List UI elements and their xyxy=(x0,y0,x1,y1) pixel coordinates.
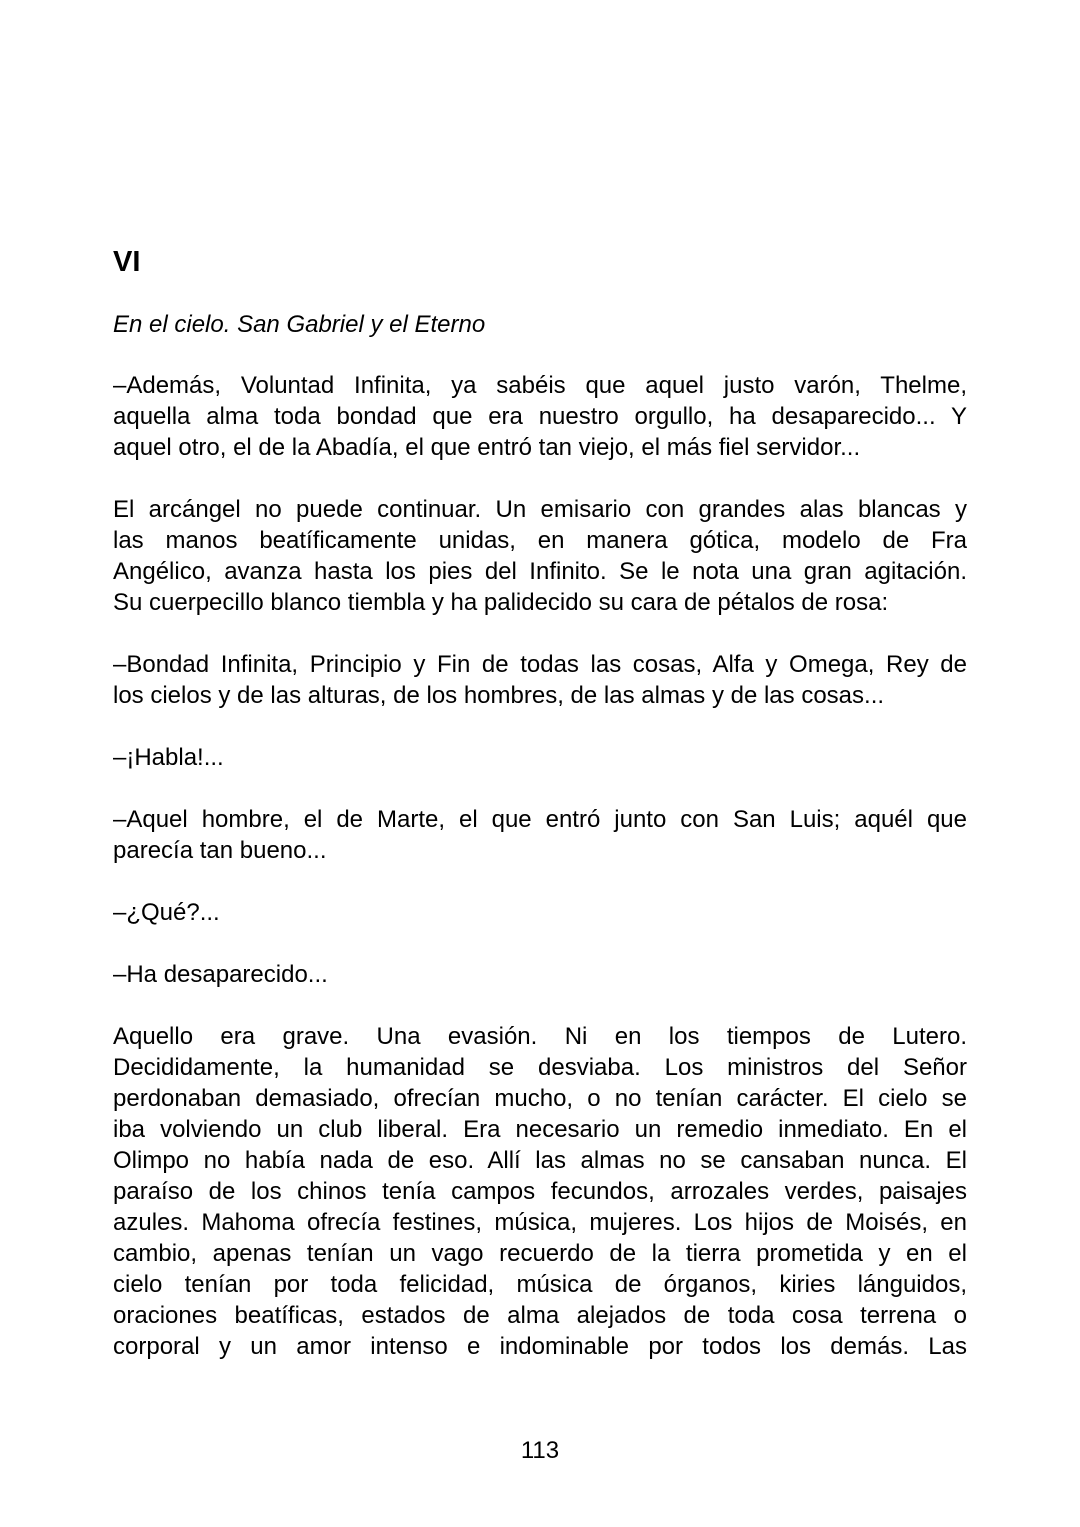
body-text xyxy=(113,370,967,1393)
text-line: cambio, apenas tenían un vago recuerdo de la tierra prometida y en el xyxy=(113,1240,967,1267)
text-line: El arcángel no puede continuar. Un emisario con grandes alas blancas y xyxy=(113,496,967,523)
text-line: iba volviendo un club liberal. Era necesario un remedio inmediato. En el xyxy=(113,1116,967,1143)
text-line: –¿Qué?... xyxy=(113,899,220,926)
text-line: azules. Mahoma ofrecía festines, música, mujeres. Los hijos de Moisés, en xyxy=(113,1209,967,1236)
text-line: –Además, Voluntad Infinita, ya sabéis que aquel justo varón, Thelme, xyxy=(113,372,967,399)
text-line: aquella alma toda bondad que era nuestro orgullo, ha desaparecido... Y xyxy=(113,403,967,430)
paragraph xyxy=(113,742,967,773)
chapter-heading: VI xyxy=(113,246,141,278)
text-line: Aquello era grave. Una evasión. Ni en los tiempos de Lutero. xyxy=(113,1023,967,1050)
paragraph xyxy=(113,1021,967,1362)
text-line: aquel otro, el de la Abadía, el que entró tan viejo, el más fiel servidor... xyxy=(113,434,861,461)
paragraph xyxy=(113,370,967,463)
text-line: –Bondad Infinita, Principio y Fin de todas las cosas, Alfa y Omega, Rey de xyxy=(113,651,967,678)
text-line: parecía tan bueno... xyxy=(113,837,327,864)
text-line: Su cuerpecillo blanco tiembla y ha palidecido su cara de pétalos de rosa: xyxy=(113,589,889,616)
paragraph xyxy=(113,897,967,928)
paragraph xyxy=(113,804,967,866)
text-line: los cielos y de las alturas, de los hombres, de las almas y de las cosas... xyxy=(113,682,885,709)
text-line: oraciones beatíficas, estados de alma alejados de toda cosa terrena o xyxy=(113,1302,967,1329)
text-line: –Ha desaparecido... xyxy=(113,961,328,988)
text-line: Angélico, avanza hasta los pies del Infinito. Se le nota una gran agitación. xyxy=(113,558,967,585)
paragraph xyxy=(113,959,967,990)
paragraph xyxy=(113,649,967,711)
paragraph xyxy=(113,494,967,618)
text-line: Olimpo no había nada de eso. Allí las almas no se cansaban nunca. El xyxy=(113,1147,967,1174)
page-number: 113 xyxy=(520,1437,560,1464)
text-line: las manos beatíficamente unidas, en manera gótica, modelo de Fra xyxy=(113,527,967,554)
scene-subtitle: En el cielo. San Gabriel y el Eterno xyxy=(113,311,486,338)
text-line: corporal y un amor intenso e indominable por todos los demás. Las xyxy=(113,1333,967,1360)
text-line: cielo tenían por toda felicidad, música de órganos, kiries lánguidos, xyxy=(113,1271,967,1298)
text-line: paraíso de los chinos tenía campos fecundos, arrozales verdes, paisajes xyxy=(113,1178,967,1205)
text-line: perdonaban demasiado, ofrecían mucho, o no tenían carácter. El cielo se xyxy=(113,1085,967,1112)
text-line: –Aquel hombre, el de Marte, el que entró junto con San Luis; aquél que xyxy=(113,806,967,833)
text-line: Decididamente, la humanidad se desviaba. Los ministros del Señor xyxy=(113,1054,967,1081)
text-line: –¡Habla!... xyxy=(113,744,224,771)
